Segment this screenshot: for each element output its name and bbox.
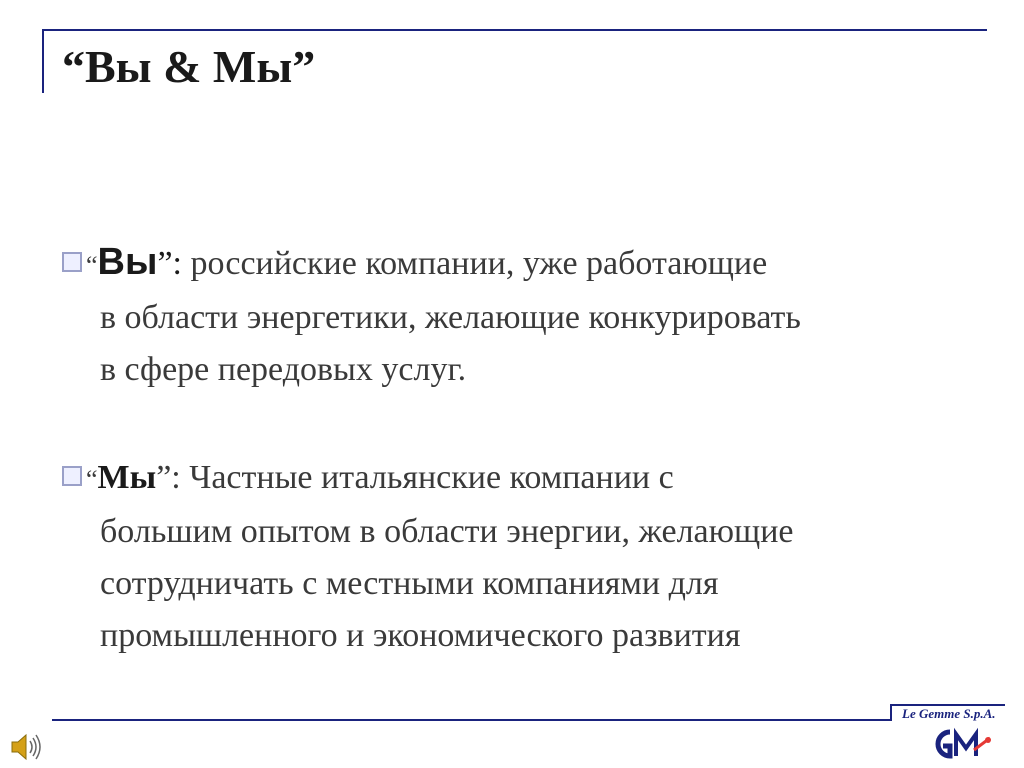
bullet-line: в области энергетики, желающие конкурировать — [100, 299, 801, 336]
footer-rule — [52, 719, 890, 721]
checkbox-square-icon — [62, 252, 82, 272]
open-quote: “ — [86, 251, 98, 280]
footer-rule-notch — [890, 706, 892, 721]
bullet-you — [62, 236, 962, 396]
bullet-we — [62, 452, 962, 662]
close-quote: ”: — [157, 245, 182, 282]
close-quote: ”: — [156, 459, 181, 496]
bullet-line: промышленного и экономического развития — [100, 617, 741, 654]
term-you: Вы — [97, 241, 158, 283]
bullet-line: большим опытом в области энергии, желающие — [100, 513, 794, 550]
open-quote: “ — [86, 465, 98, 494]
term-we: Мы — [97, 459, 157, 496]
bullet-text: Частные итальянские компании с — [180, 459, 674, 496]
bullet-line — [62, 452, 962, 506]
company-brand: Le Gemme S.p.A. — [902, 706, 996, 721]
bullet-text: российские компании, уже работающие — [182, 245, 768, 282]
gem-logo-icon — [930, 726, 996, 762]
title-frame-left-rule — [42, 29, 44, 93]
bullet-line: сотрудничать с местными компаниями для — [100, 565, 719, 602]
bullet-line — [62, 236, 962, 292]
title-frame-top-rule — [42, 29, 987, 31]
bullet-line: в сфере передовых услуг. — [100, 351, 467, 388]
slide-title: “Вы & Мы” — [62, 41, 316, 92]
speaker-icon[interactable] — [8, 730, 42, 764]
checkbox-square-icon — [62, 466, 82, 486]
